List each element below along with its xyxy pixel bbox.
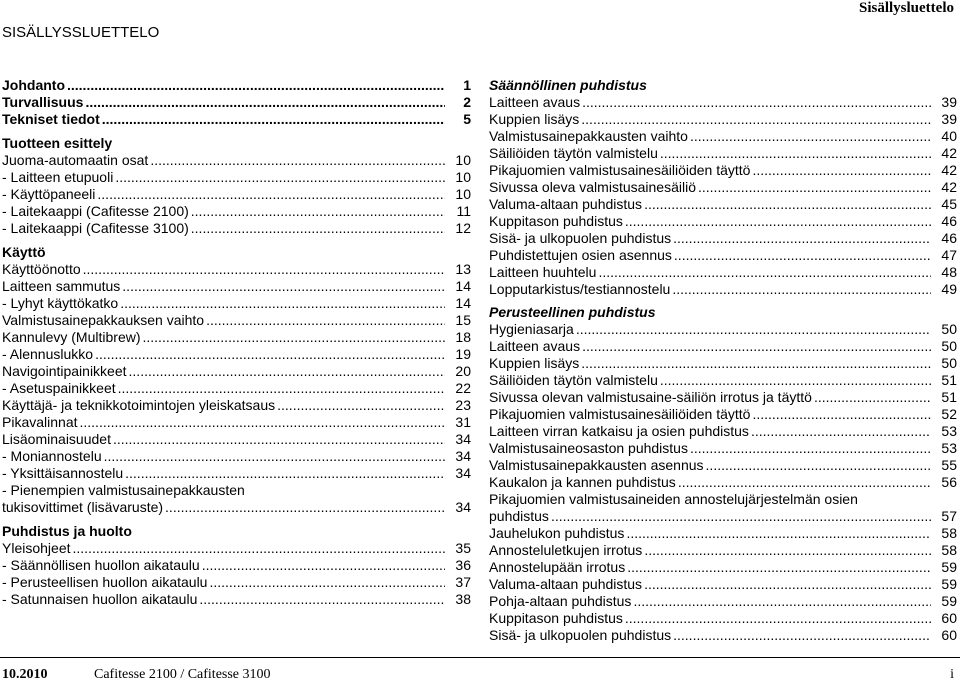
toc-section-heading: Puhdistus ja huolto <box>2 523 132 539</box>
toc-entry[interactable] <box>489 525 957 542</box>
toc-page-number: 57 <box>941 508 957 524</box>
toc-entry-text: Kuppitason puhdistus <box>489 610 623 626</box>
dot-leader <box>633 593 931 610</box>
footer-date: 10.2010 <box>2 667 48 682</box>
toc-entry-text: Laitteen virran katkaisu ja osien puhdistus <box>489 423 749 439</box>
toc-page-number: 10 <box>455 169 471 185</box>
toc-entry[interactable] <box>2 312 471 329</box>
toc-entry-text: puhdistus <box>489 508 549 524</box>
toc-entry-text: Käyttäjä- ja teknikkotoimintojen yleiskatsaus <box>2 397 276 413</box>
dot-leader <box>644 542 931 559</box>
dot-leader <box>581 111 931 128</box>
toc-page-number: 15 <box>455 312 471 328</box>
toc-page-number: 19 <box>455 346 471 362</box>
toc-page-number: 2 <box>463 94 471 110</box>
toc-entry-text: - Käyttöpaneeli <box>2 186 96 202</box>
dot-leader <box>80 414 446 431</box>
dot-leader <box>751 423 931 440</box>
toc-page-number: 31 <box>455 414 471 430</box>
toc-page-number: 1 <box>463 77 471 93</box>
toc-entry-text: - Moniannostelu <box>2 448 102 464</box>
toc-entry[interactable] <box>2 111 471 128</box>
toc-page-number: 47 <box>941 247 957 263</box>
toc-entry-text: Valuma-altaan puhdistus <box>489 576 643 592</box>
footer-divider <box>0 657 960 658</box>
toc-entry-text: Valmistusainepakkauksen vaihto <box>2 312 205 328</box>
toc-section-heading: Käyttö <box>2 244 46 260</box>
dot-leader <box>625 610 931 627</box>
toc-page-number: 14 <box>455 278 471 294</box>
toc-page-number: 34 <box>455 465 471 481</box>
toc-entry-text: - Laitteen etupuoli <box>2 169 114 185</box>
toc-page-number: 18 <box>455 329 471 345</box>
toc-entry[interactable] <box>489 111 957 128</box>
toc-page-number: 59 <box>941 593 957 609</box>
toc-page-number: 11 <box>456 203 471 219</box>
toc-entry[interactable] <box>2 414 471 431</box>
dot-leader <box>673 627 931 644</box>
toc-entry-text: Puhdistettujen osien asennus <box>489 247 672 263</box>
toc-page-number: 45 <box>941 196 957 212</box>
toc-page-number: 58 <box>941 525 957 541</box>
toc-entry[interactable] <box>489 372 957 389</box>
toc-entry[interactable] <box>2 465 471 482</box>
toc-entry-text: Sisä- ja ulkopuolen puhdistus <box>489 230 672 246</box>
toc-page-number: 38 <box>455 591 471 607</box>
toc-entry[interactable] <box>2 203 471 220</box>
toc-entry[interactable] <box>489 440 957 457</box>
toc-entry[interactable] <box>489 593 957 610</box>
dot-leader <box>706 457 931 474</box>
dot-leader <box>672 281 931 298</box>
toc-entry[interactable] <box>489 321 957 338</box>
toc-page-number: 55 <box>941 457 957 473</box>
toc-entry-text: Pikajuomien valmistusainesäiliöiden täyttö <box>489 406 751 422</box>
dot-leader <box>626 525 931 542</box>
toc-right-column <box>489 77 957 644</box>
dot-leader <box>202 557 445 574</box>
toc-page-number: 58 <box>941 542 957 558</box>
toc-page-number: 42 <box>941 162 957 178</box>
toc-page-number: 50 <box>941 355 957 371</box>
toc-entry[interactable] <box>489 423 957 440</box>
toc-page-number: 36 <box>455 557 471 573</box>
toc-page-number: 50 <box>941 338 957 354</box>
dot-leader <box>673 230 931 247</box>
dot-leader <box>690 128 931 145</box>
toc-entry-text: Valuma-altaan puhdistus <box>489 196 643 212</box>
toc-page-number: 14 <box>455 295 471 311</box>
toc-page-number: 52 <box>941 406 957 422</box>
toc-page-number: 48 <box>941 264 957 280</box>
toc-entry[interactable] <box>489 128 957 145</box>
toc-entry[interactable] <box>2 397 471 414</box>
toc-page-number: 53 <box>941 440 957 456</box>
toc-section <box>489 304 957 644</box>
toc-entry-text: Johdanto <box>2 77 65 93</box>
toc-page-number: 42 <box>941 145 957 161</box>
dot-leader <box>67 77 445 94</box>
toc-entry[interactable] <box>2 540 471 557</box>
toc-entry[interactable] <box>489 247 957 264</box>
dot-leader <box>209 574 445 591</box>
dot-leader <box>627 559 931 576</box>
toc-entry-text: Jauhelukon puhdistus <box>489 525 625 541</box>
toc-entry-text: Sisä- ja ulkopuolen puhdistus <box>489 627 672 643</box>
toc-entry[interactable] <box>489 264 957 281</box>
dot-leader <box>277 397 445 414</box>
toc-page-number: 46 <box>941 230 957 246</box>
dot-leader <box>191 203 445 220</box>
running-header-section: Sisällysluettelo <box>858 0 954 16</box>
toc-entry[interactable] <box>2 380 471 397</box>
dot-leader <box>118 380 445 397</box>
dot-leader <box>73 540 446 557</box>
dot-leader <box>581 355 931 372</box>
toc-section <box>2 523 471 608</box>
dot-leader <box>582 338 931 355</box>
toc-entry-text: Valmistusainepakkausten vaihto <box>489 128 688 144</box>
toc-entry-text: Säiliöiden täytön valmistelu <box>489 145 658 161</box>
toc-page-number: 23 <box>455 397 471 413</box>
toc-entry-text: - Lyhyt käyttökatko <box>2 295 119 311</box>
toc-entry-text: Käyttöönotto <box>2 261 81 277</box>
toc-entry[interactable] <box>489 474 957 491</box>
toc-page-number: 51 <box>941 389 957 405</box>
toc-entry[interactable] <box>2 152 471 169</box>
dot-leader <box>122 278 445 295</box>
toc-entry-text: - Laitekaappi (Cafitesse 3100) <box>2 220 189 236</box>
toc-entry[interactable] <box>2 169 471 186</box>
dot-leader <box>814 389 931 406</box>
toc-page-number: 56 <box>941 474 957 490</box>
toc-entry-text: Valmistusainepakkausten asennus <box>489 457 704 473</box>
dot-leader <box>678 474 931 491</box>
dot-leader <box>199 591 445 608</box>
dot-leader <box>143 329 446 346</box>
toc-entry[interactable] <box>2 77 471 94</box>
dot-leader <box>113 431 445 448</box>
toc-entry[interactable] <box>2 261 471 278</box>
dot-leader <box>674 247 931 264</box>
dot-leader <box>576 321 931 338</box>
toc-page-number: 20 <box>455 363 471 379</box>
toc-entry-text: Pikavalinnat <box>2 414 78 430</box>
toc-entry[interactable] <box>2 329 471 346</box>
toc-entry[interactable] <box>489 281 957 298</box>
dot-leader <box>191 220 445 237</box>
toc-entry-text: Hygieniasarja <box>489 321 574 337</box>
toc-entry[interactable] <box>489 576 957 593</box>
toc-entry[interactable] <box>489 627 957 644</box>
toc-entry-text: Lisäominaisuudet <box>2 431 111 447</box>
toc-page-number: 53 <box>941 423 957 439</box>
toc-entry-text: Annosteluletkujen irrotus <box>489 542 643 558</box>
toc-entry[interactable] <box>489 230 957 247</box>
dot-leader <box>104 448 445 465</box>
toc-page-number: 13 <box>455 261 471 277</box>
toc-page-number: 39 <box>941 111 957 127</box>
dot-leader <box>150 152 445 169</box>
toc-entry[interactable] <box>489 145 957 162</box>
toc-page-number: 10 <box>455 152 471 168</box>
toc-page-number: 46 <box>941 213 957 229</box>
toc-entry-text: Laitteen avaus <box>489 94 581 110</box>
toc-section-heading: Tuotteen esittely <box>2 135 113 151</box>
dot-leader <box>752 162 931 179</box>
toc-page-number: 12 <box>455 220 471 236</box>
toc-entry-text: - Säännöllisen huollon aikataulu <box>2 557 200 573</box>
toc-entry-text: - Asetuspainikkeet <box>2 380 116 396</box>
toc-page-number: 50 <box>941 321 957 337</box>
toc-entry[interactable] <box>489 610 957 627</box>
toc-page-number: 51 <box>941 372 957 388</box>
dot-leader <box>120 295 445 312</box>
toc-entry[interactable] <box>2 431 471 448</box>
toc-page-number: 35 <box>455 540 471 556</box>
toc-entry[interactable] <box>489 162 957 179</box>
dot-leader <box>102 111 445 128</box>
toc-left-column <box>2 77 471 608</box>
toc-entry-text: Kaukalon ja kannen puhdistus <box>489 474 676 490</box>
toc-section-heading: Säännöllinen puhdistus <box>489 77 647 93</box>
toc-entry-text: Laitteen sammutus <box>2 278 121 294</box>
dot-leader <box>660 145 931 162</box>
toc-entry-text: Tekniset tiedot <box>2 111 100 127</box>
toc-entry[interactable] <box>489 196 957 213</box>
toc-entry-text: - Pienempien valmistusainepakkausten <box>2 482 245 498</box>
toc-entry-text: Yleisohjeet <box>2 540 71 556</box>
dot-leader <box>206 312 445 329</box>
toc-entry-text: Valmistusaineosaston puhdistus <box>489 440 688 456</box>
dot-leader <box>95 346 445 363</box>
toc-entry-text: Navigointipainikkeet <box>2 363 127 379</box>
toc-entry[interactable] <box>2 295 471 312</box>
toc-entry-text: Sivussa olevan valmistusaine-säiliön irrotus ja täyttö <box>489 389 812 405</box>
toc-page-number: 5 <box>463 111 471 127</box>
toc-entry-text: - Perusteellisen huollon aikataulu <box>2 574 208 590</box>
toc-entry[interactable] <box>2 278 471 295</box>
toc-entry[interactable] <box>2 346 471 363</box>
toc-entry[interactable] <box>489 508 957 525</box>
dot-leader <box>83 261 445 278</box>
dot-leader <box>129 363 445 380</box>
toc-page-number: 60 <box>941 610 957 626</box>
dot-leader <box>752 406 931 423</box>
dot-leader <box>582 94 931 111</box>
toc-entry-text: - Satunnaisen huollon aikataulu <box>2 591 198 607</box>
toc-section <box>489 77 957 298</box>
toc-entry-text: Sivussa oleva valmistusainesäiliö <box>489 179 696 195</box>
toc-entry[interactable] <box>489 389 957 406</box>
dot-leader <box>97 186 445 203</box>
toc-entry[interactable] <box>489 338 957 355</box>
toc-page-number: 40 <box>941 128 957 144</box>
toc-page-number: 34 <box>455 448 471 464</box>
dot-leader <box>598 264 931 281</box>
toc-entry[interactable] <box>489 559 957 576</box>
toc-entry-text: - Laitekaappi (Cafitesse 2100) <box>2 203 189 219</box>
page-title: SISÄLLYSSLUETTELO <box>2 24 160 41</box>
toc-page-number: 39 <box>941 94 957 110</box>
dot-leader <box>625 213 931 230</box>
toc-entry[interactable] <box>489 355 957 372</box>
toc-entry[interactable] <box>489 179 957 196</box>
toc-entry-text: Pohja-altaan puhdistus <box>489 593 632 609</box>
toc-entry-text: Kuppitason puhdistus <box>489 213 623 229</box>
toc-entry[interactable] <box>2 448 471 465</box>
toc-entry-text: Kuppien lisäys <box>489 355 580 371</box>
footer-page-number: i <box>950 667 954 682</box>
toc-page-number: 34 <box>455 499 471 515</box>
dot-leader <box>125 465 445 482</box>
dot-leader <box>690 440 931 457</box>
dot-leader <box>551 508 931 525</box>
toc-entry-text: Lopputarkistus/testiannostelu <box>489 281 671 297</box>
toc-page-number: 34 <box>455 431 471 447</box>
toc-entry-text: - Yksittäisannostelu <box>2 465 124 481</box>
toc-page-number: 37 <box>455 574 471 590</box>
toc-page-number: 59 <box>941 559 957 575</box>
dot-leader <box>644 196 931 213</box>
toc-page-number: 59 <box>941 576 957 592</box>
dot-leader <box>85 94 445 111</box>
dot-leader <box>165 499 445 516</box>
toc-entry[interactable] <box>489 457 957 474</box>
toc-entry[interactable] <box>489 213 957 230</box>
toc-entry-text: - Alennuslukko <box>2 346 94 362</box>
toc-entry-text: Annostelupään irrotus <box>489 559 626 575</box>
toc-entry-text: Laitteen huuhtelu <box>489 264 597 280</box>
toc-page-number: 22 <box>455 380 471 396</box>
toc-page-number: 60 <box>941 627 957 643</box>
toc-section <box>2 77 471 128</box>
toc-entry-text: Kuppien lisäys <box>489 111 580 127</box>
toc-entry-text: Kannulevy (Multibrew) <box>2 329 141 345</box>
toc-entry[interactable] <box>2 574 471 591</box>
toc-page-number: 42 <box>941 179 957 195</box>
dot-leader <box>115 169 445 186</box>
toc-entry-text: Juoma-automaatin osat <box>2 152 149 168</box>
toc-entry[interactable] <box>2 591 471 608</box>
toc-entry[interactable] <box>489 94 957 111</box>
toc-entry[interactable] <box>2 499 471 516</box>
toc-page-number: 49 <box>941 281 957 297</box>
toc-section <box>2 244 471 516</box>
toc-entry-text: Pikajuomien valmistusainesäiliöiden täyttö <box>489 162 751 178</box>
toc-entry-text: tukisovittimet (lisävaruste) <box>2 499 164 515</box>
toc-entry[interactable] <box>2 557 471 574</box>
toc-entry[interactable] <box>489 406 957 423</box>
toc-page-number: 10 <box>455 186 471 202</box>
toc-entry-text: Laitteen avaus <box>489 338 581 354</box>
toc-entry-text: Turvallisuus <box>2 94 84 110</box>
dot-leader <box>660 372 931 389</box>
dot-leader <box>644 576 931 593</box>
toc-entry-text: Pikajuomien valmistusaineiden annostelujärjestelmän osien <box>489 491 858 507</box>
toc-entry[interactable] <box>2 220 471 237</box>
toc-entry-text: Säiliöiden täytön valmistelu <box>489 372 658 388</box>
toc-entry[interactable] <box>2 94 471 111</box>
footer-model: Cafitesse 2100 / Cafitesse 3100 <box>94 667 271 682</box>
toc-section <box>2 135 471 237</box>
toc-entry[interactable] <box>489 542 957 559</box>
toc-entry[interactable] <box>2 363 471 380</box>
toc-entry[interactable] <box>2 186 471 203</box>
toc-section-heading: Perusteellinen puhdistus <box>489 304 656 320</box>
dot-leader <box>698 179 931 196</box>
